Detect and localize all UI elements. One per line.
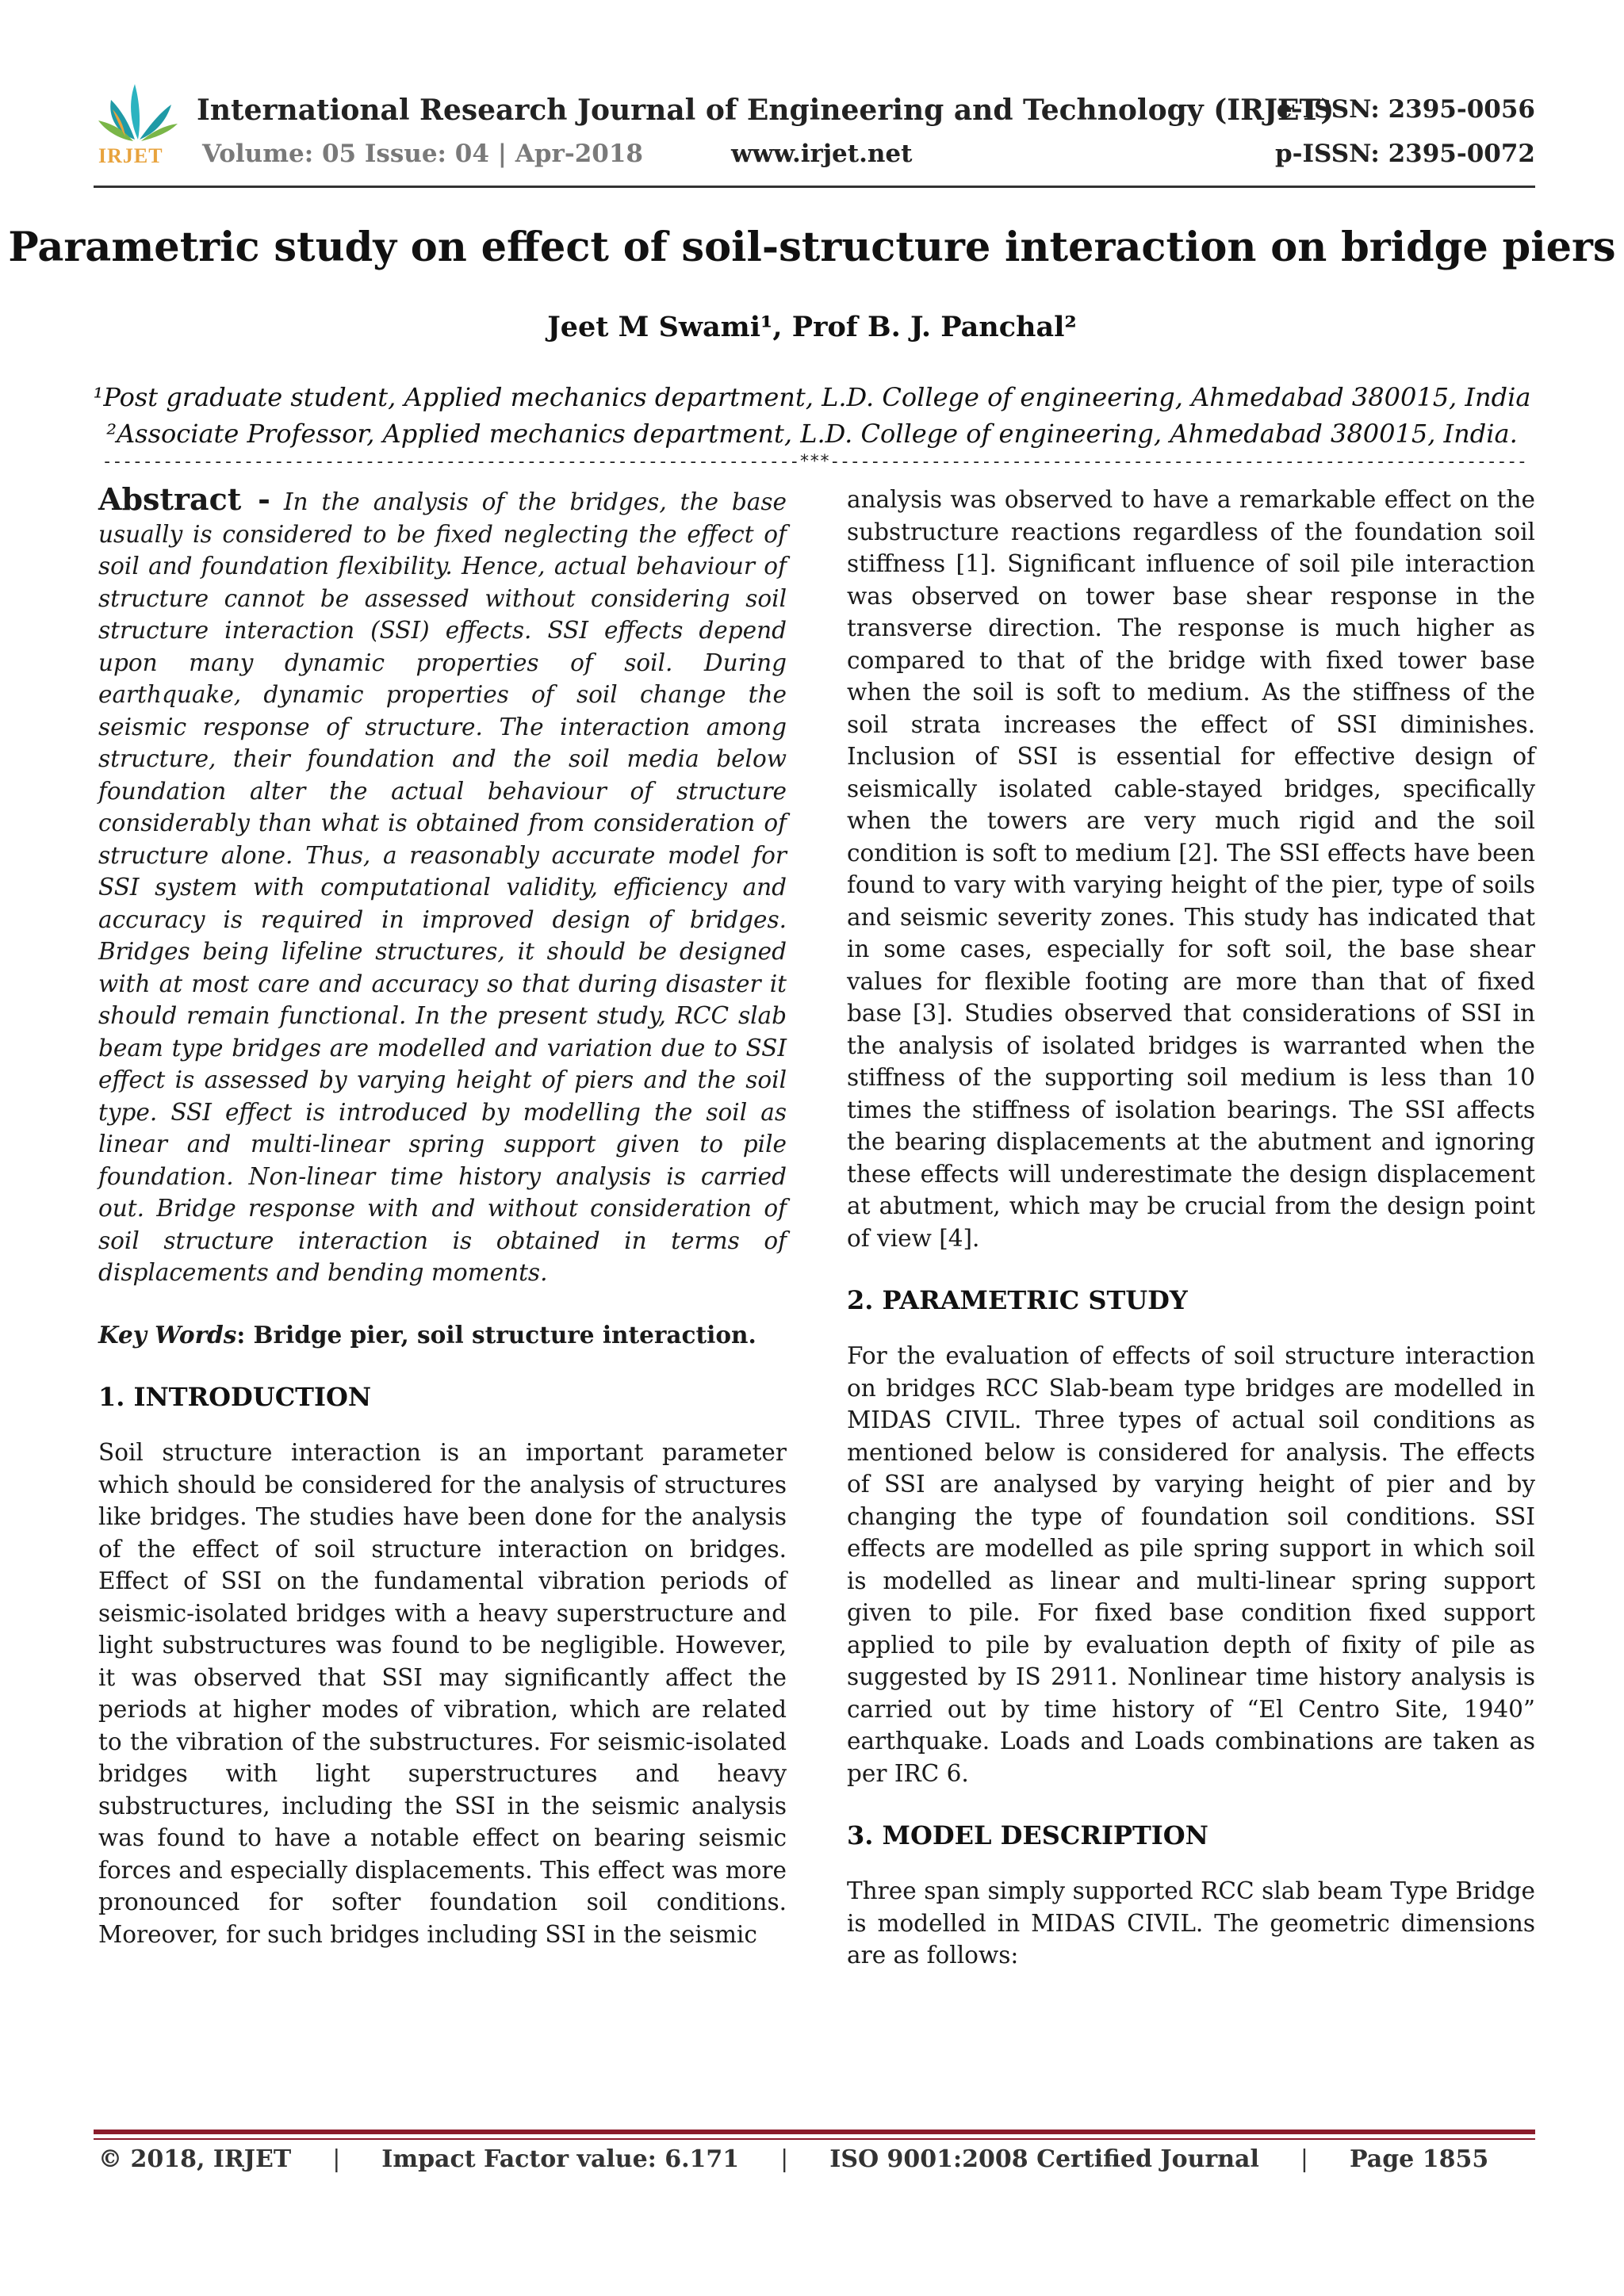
keywords-text: : Bridge pier, soil structure interaction. xyxy=(236,1320,756,1349)
volume-issue: Volume: 05 Issue: 04 | Apr-2018 xyxy=(202,140,644,168)
abstract xyxy=(98,481,787,1289)
footer-impact-factor: Impact Factor value: 6.171 xyxy=(381,2145,740,2173)
section-heading-introduction: 1. INTRODUCTION xyxy=(98,1382,372,1412)
footer-divider: | xyxy=(780,2145,789,2173)
footer-rule-thin xyxy=(94,2138,1535,2140)
abstract-label: Abstract - xyxy=(98,481,270,517)
keywords xyxy=(98,1319,787,1352)
section-heading-parametric-study: 2. PARAMETRIC STUDY xyxy=(847,1285,1188,1315)
keywords-label: Key Words xyxy=(98,1320,237,1349)
affiliation-2: ²Associate Professor, Applied mechanics department, L.D. College of engineering, Ahmedabad 380015, India. xyxy=(106,419,1518,449)
journal-website-link[interactable]: www.irjet.net xyxy=(731,140,913,168)
footer-iso: ISO 9001:2008 Certified Journal xyxy=(829,2145,1259,2173)
footer-rule xyxy=(94,2130,1535,2134)
p-issn: p-ISSN: 2395-0072 xyxy=(1274,140,1535,168)
header-divider xyxy=(94,186,1535,188)
right-column xyxy=(847,484,1535,1972)
footer-copyright: © 2018, IRJET xyxy=(98,2145,292,2173)
authors: Jeet M Swami¹, Prof B. J. Panchal² xyxy=(547,311,1077,343)
footer-page-number: Page 1855 xyxy=(1350,2145,1489,2173)
model-description-paragraph: Three span simply supported RCC slab beam Type Bridge is modelled in MIDAS CIVIL. The geometric dimensions are as follows: xyxy=(847,1877,1535,1969)
introduction-paragraph: Soil structure interaction is an important parameter which should be considered for the analysis of structures like bridges. The studies have been done for the analysis of the effect of soil structure interaction on bridges. Effect of SSI on the fundamental vibration periods of seismic-isolated bridges with a heavy superstructure and light substructures was found to be negligible. However, it was observed that SSI may significantly affect the periods at higher modes of vibration, which are related to the vibration of the substructures. For seismic-isolated bridges with light superstructures and heavy substructures, including the SSI in the seismic analysis was found to have a notable effect on bearing seismic forces and especially displacements. This effect was more pronounced for softer foundation soil conditions. Moreover, for such bridges including SSI in the seismic xyxy=(98,1439,787,1948)
section-heading-model-description: 3. MODEL DESCRIPTION xyxy=(847,1820,1208,1850)
abstract-separator: ---------------------------------------------------------------------***--------------------------------------------------------------------- xyxy=(102,452,1527,472)
affiliation-1: ¹Post graduate student, Applied mechanics department, L.D. College of engineering, Ahmedabad 380015, India xyxy=(93,382,1531,412)
footer-divider: | xyxy=(1300,2145,1308,2173)
parametric-study-paragraph: For the evaluation of effects of soil structure interaction on bridges RCC Slab-beam type bridges are modelled in MIDAS CIVIL. Three types of actual soil conditions as mentioned below is considered for analysis. The effects of SSI are analysed by varying height of pier and by changing the type of foundation soil conditions. SSI effects are modelled as pile spring support in which soil is modelled as linear and multi-linear spring support given to pile. For fixed base condition fixed support applied to pile by evaluation depth of fixity of pile as suggested by IS 2911. Nonlinear time history analysis is carried out by time history of “El Centro Site, 1940” earthquake. Loads and Loads combinations are taken as per IRC 6. xyxy=(847,1342,1535,1787)
paper-title: Parametric study on effect of soil-structure interaction on bridge piers xyxy=(8,224,1616,271)
irjet-logo xyxy=(94,78,181,171)
logo-wordmark: IRJET xyxy=(98,144,163,167)
footer-divider: | xyxy=(332,2145,341,2173)
journal-title: International Research Journal of Engineering and Technology (IRJET) xyxy=(197,94,1335,127)
e-issn: e-ISSN: 2395-0056 xyxy=(1276,95,1535,124)
left-column xyxy=(98,481,787,1950)
abstract-text: In the analysis of the bridges, the base usually is considered to be fixed neglecting the effect of soil and foundation flexibility. Hence, actual behaviour of structure cannot be assessed without considering soil structure interaction (SSI) effects. SSI effects depend upon many dynamic properties of soil. During earthquake, dynamic properties of soil change the seismic response of structure. The interaction among structure, their foundation and the soil media below foundation alter the actual behaviour of structure considerably than what is obtained from consideration of structure alone. Thus, a reasonably accurate model for SSI system with computational validity, efficiency and accuracy is required in improved design of bridges. Bridges being lifeline structures, it should be designed with at most care and accuracy so that during disaster it should remain functional. In the present study, RCC slab beam type bridges are modelled and variation due to SSI effect is assessed by varying height of piers and the soil type. SSI effect is introduced by modelling the soil as linear and multi-linear spring support given to pile foundation. Non-linear time history analysis is carried out. Bridge response with and without consideration of soil structure interaction is obtained in terms of displacements and bending moments. xyxy=(98,488,787,1286)
introduction-paragraph-continued: analysis was observed to have a remarkable effect on the substructure reactions regardless of the foundation soil stiffness [1]. Significant influence of soil pile interaction was observed on tower base shear response in the transverse direction. The response is much higher as compared to that of the bridge with fixed tower base when the soil is soft to medium. As the stiffness of the soil strata increases the effect of SSI diminishes. Inclusion of SSI is essential for effective design of seismically isolated cable-stayed bridges, specifically when the towers are very much rigid and the soil condition is soft to medium [2]. The SSI effects have been found to vary with varying height of the pier, type of soils and seismic severity zones. This study has indicated that in some cases, especially for soft soil, the base shear values for flexible footing are more than that of fixed base [3]. Studies observed that considerations of SSI in the analysis of isolated bridges is warranted when the stiffness of the supporting soil medium is less than 10 times the stiffness of isolation bearings. The SSI affects the bearing displacements at the abutment and ignoring these effects will underestimate the design displacement at abutment, which may be crucial from the design point of view [4]. xyxy=(847,486,1535,1252)
footer xyxy=(98,2145,1488,2173)
